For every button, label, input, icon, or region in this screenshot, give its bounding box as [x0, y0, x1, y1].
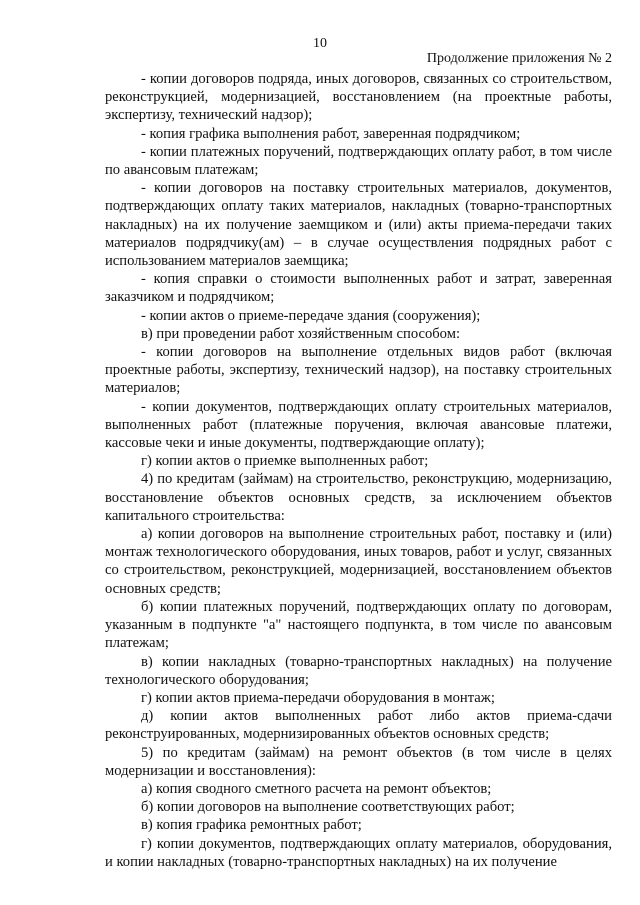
document-body	[105, 70, 612, 871]
paragraph: а) копии договоров на выполнение строительных работ, поставку и (или) монтаж технологического оборудования, иных товаров, работ и услуг, связанных со строительством, реконструкцией, модернизацией, восстановлением объектов основных средств;	[105, 526, 612, 597]
paragraph: б) копии договоров на выполнение соответствующих работ;	[141, 799, 515, 816]
paragraph: г) копии документов, подтверждающих оплату материалов, оборудования, и копии накладных (товарно-транспортных накладных) на их получение	[105, 835, 612, 870]
paragraph: - копии платежных поручений, подтверждающих оплату работ, в том числе по авансовым платежам;	[105, 143, 612, 179]
paragraph: - копия справки о стоимости выполненных работ и затрат, заверенная заказчиком и подрядчиком;	[105, 271, 612, 306]
paragraph: - копия графика выполнения работ, заверенная подрядчиком;	[141, 125, 521, 142]
paragraph: г) копии актов о приемке выполненных работ;	[141, 453, 429, 470]
paragraph: - копии договоров подряда, иных договоров, связанных со строительством, реконструкцией, модернизацией, восстановлением (на проектные работы, экспертизу, технический надзор);	[105, 71, 612, 124]
paragraph: в) при проведении работ хозяйственным способом:	[141, 325, 460, 342]
paragraph: - копии договоров на выполнение отдельных видов работ (включая проектные работы, экспертизу, технический надзор), на поставку строительных материалов;	[105, 344, 612, 397]
paragraph: а) копия сводного сметного расчета на ремонт объектов;	[141, 780, 492, 797]
paragraph: в) копия графика ремонтных работ;	[141, 817, 362, 834]
paragraph: д) копии актов выполненных работ либо актов приема-сдачи реконструированных, модернизированных объектов основных средств;	[105, 708, 612, 743]
paragraph: б) копии платежных поручений, подтверждающих оплату по договорам, указанным в подпункте "а" настоящего подпункта, в том числе по авансовым платежам;	[105, 598, 612, 652]
paragraph: 4) по кредитам (займам) на строительство, реконструкцию, модернизацию, восстановление объектов основных средств, за исключением объектов капитального строительства:	[105, 471, 612, 524]
paragraph: 5) по кредитам (займам) на ремонт объектов (в том числе в целях модернизации и восстановления):	[105, 744, 612, 779]
paragraph: - копии актов о приеме-передаче здания (сооружения);	[141, 307, 481, 324]
continuation-header: Продолжение приложения № 2	[426, 51, 612, 66]
paragraph: в) копии накладных (товарно-транспортных накладных) на получение технологического оборудования;	[105, 653, 612, 688]
paragraph: г) копии актов приема-передачи оборудования в монтаж;	[141, 689, 495, 706]
paragraph: - копии договоров на поставку строительных материалов, документов, подтверждающих оплату таких материалов, накладных (товарно-транспортных накладных) на их получение заемщиком и (или) акты приема-передачи таких материалов подрядчику(ам) – в случае осуществления подрядных работ с использованием материалов заемщика;	[105, 180, 612, 270]
page-number: 10	[313, 36, 327, 51]
paragraph: - копии документов, подтверждающих оплату строительных материалов, выполненных работ (платежные поручения, включая авансовые платежи, кассовые чеки и иные документы, подтверждающие оплату);	[105, 398, 612, 452]
